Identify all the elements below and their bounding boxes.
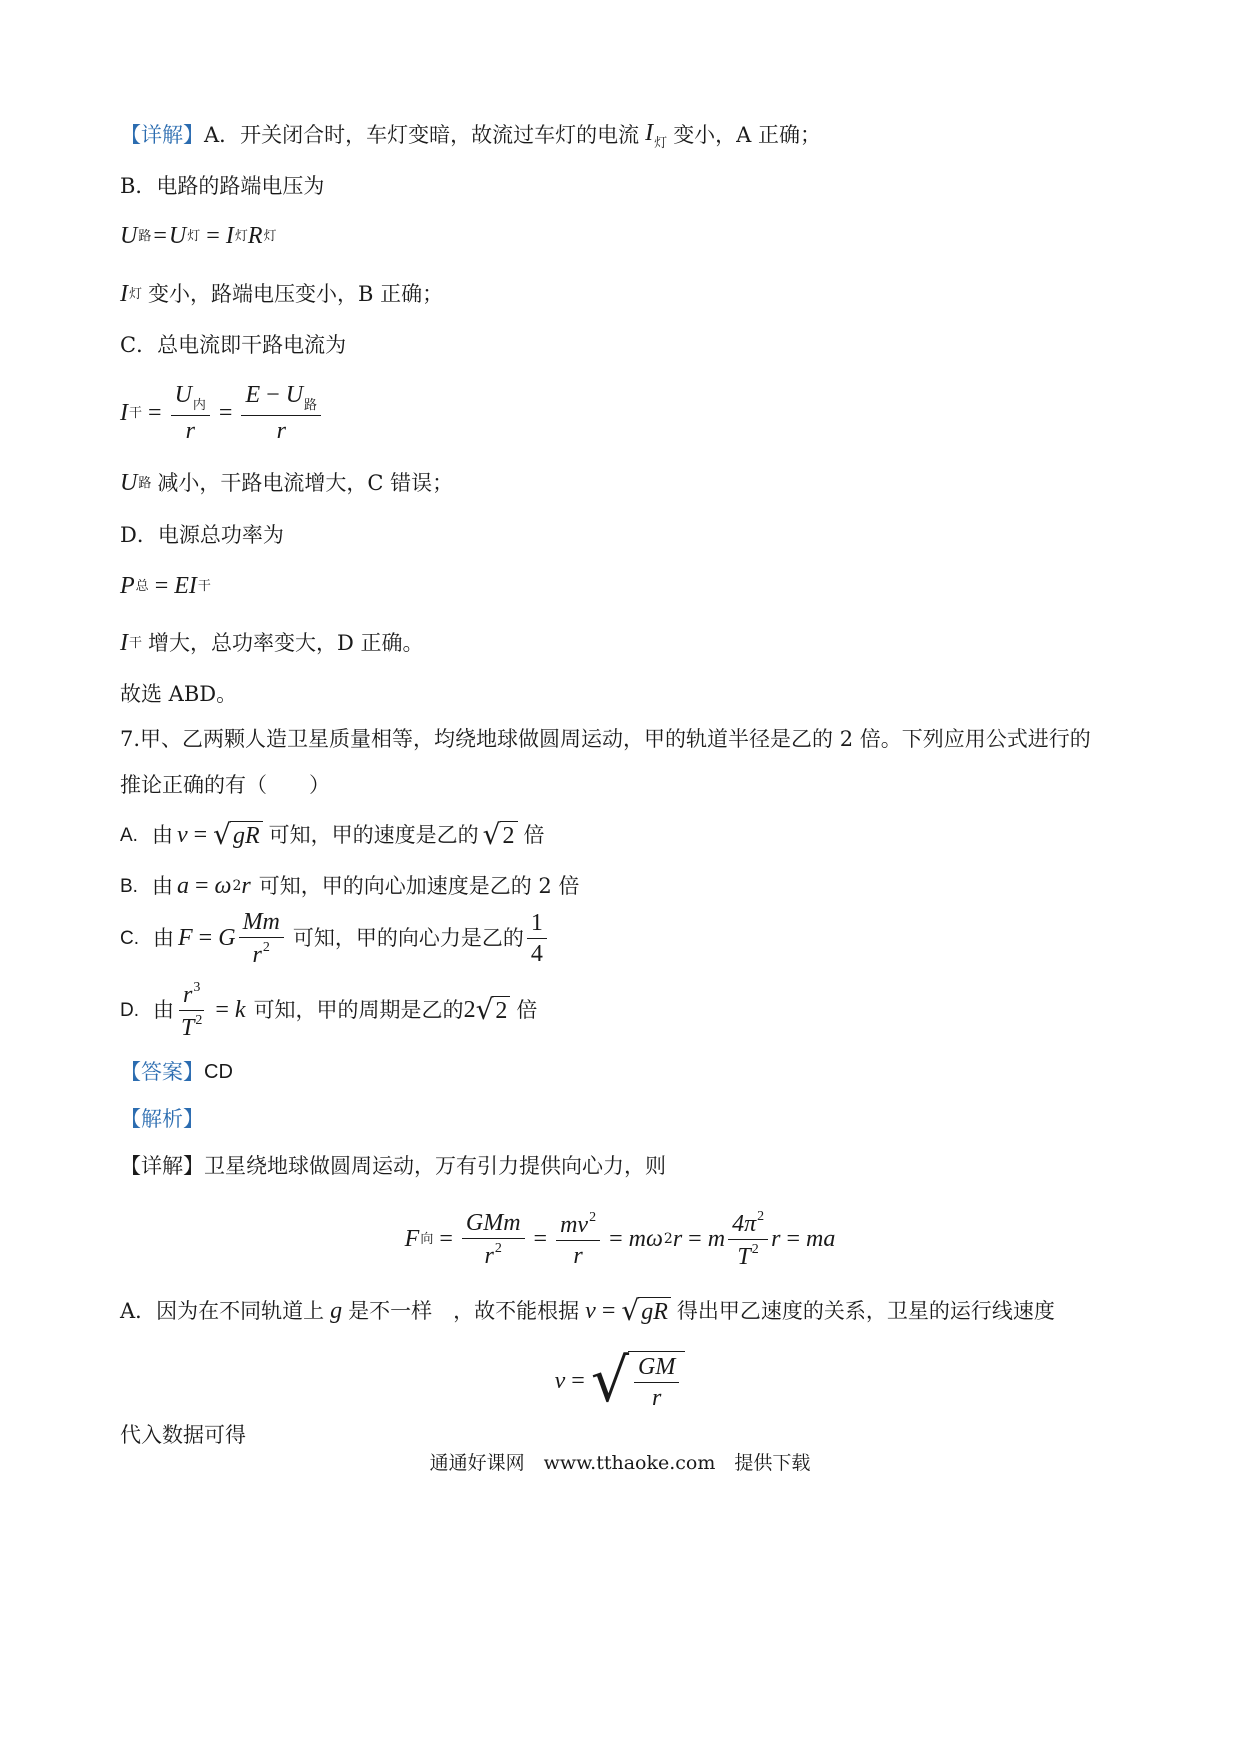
math-var: $I_灯$ [645,119,668,151]
option-A: A. 由 v = √ gR 可知，甲的速度是乙的 √ 2 倍 [120,818,545,851]
fraction: $\frac{4\pi^2}{T^2}$ [728,1210,768,1269]
text: A．开关闭合时，车灯变暗，故流过车灯的电流 [204,122,640,147]
detail1-C-after: U 路 减小，干路电流增大，C 错误； [120,470,454,496]
detail-label: 【详解】 [120,1153,204,1178]
question-7-line2: 推论正确的有（ ） [120,772,330,797]
conclusion: 故选 ABD。 [120,681,238,706]
option-C: C. 由 F = G $\frac{Mm}{r^2}$ 可知，甲的向心力是乙的 $\frac{1}{4}$ [120,904,550,972]
equation-B: U 路 = U 灯 = I 灯 R 灯 [120,223,277,249]
equation-D: P 总 = EI 干 [120,573,211,599]
text: 变小，A 正确； [673,122,822,147]
detail1-line-A [120,115,821,155]
answer-value: CD [204,1061,233,1083]
fraction: $\frac{E - U_路}{r}$ [241,383,321,443]
fraction: $\frac{r^3}{T^2}$ [181,979,203,1041]
text: 变小，路端电压变小，B 正确； [148,281,444,306]
text: 减小，干路电流增大，C 错误； [157,470,454,495]
equation-centripetal: F 向 = $\frac{\text{GMm}}{r^2}$ = $\frac{mv^2}{r}$ = mω 2 r = m $\frac{4\pi^2}{T^2}$ r = ma [404,1208,836,1270]
option-B: B. 由 a = ω 2 r 可知，甲的向心加速度是乙的 2 倍 [120,873,580,899]
answer-line [120,1052,233,1092]
equation-C: I 干 = $\frac{U_内}{r}$ = $\frac{E - U_路}{r}$ [120,378,324,448]
text: 增大，总功率变大，D 正确。 [148,630,424,655]
sqrt: √ 2 [476,996,511,1024]
text: D．电源总功率为 [120,522,284,547]
detail2-intro [120,1146,666,1186]
answer-label: 【答案】 [120,1059,204,1084]
analysis-label: 【解析】 [120,1106,204,1131]
sqrt: √ gR [621,1297,671,1325]
sqrt: √ gR [213,821,263,849]
question-7-line1: 7.甲、乙两颗人造卫星质量相等，均绕地球做圆周运动，甲的轨道半径是乙的 2 倍。下列应用公式进行的 [120,726,1091,751]
fraction: $\frac{1}{4}$ [527,911,547,966]
detail2-A: A．因为在不同轨道上 g 是不一样 ，故不能根据 v = √ gR 得出甲乙速度的关系，卫星的运行线速度 [120,1294,1055,1327]
detail1-C-head [120,325,346,365]
analysis-line [120,1099,204,1139]
fraction: $\frac{U_内}{r}$ [171,383,210,443]
equation-velocity: v = √ $\frac{GM}{r}$ [0,1343,1240,1419]
detail1-B-head [120,166,324,206]
fraction: $\frac{\text{GMm}}{r^2}$ [462,1211,525,1268]
footer: 通通好课网 www.tthaoke.com 提供下载 [429,1451,811,1474]
detail1-B-after: I 灯 变小，路端电压变小，B 正确； [120,281,444,307]
text: B．电路的路端电压为 [120,173,325,198]
text: C．总电流即干路电流为 [120,332,347,357]
detail1-D-head [120,515,284,555]
substitute-line: 代入数据可得 [120,1422,246,1447]
fraction: $\frac{mv^2}{r}$ [556,1211,600,1268]
detail-label: 【详解】 [120,122,204,147]
option-D: D. 由 $\frac{r^3}{T^2}$ = k 可知，甲的周期是乙的 2 √ 2 倍 [120,979,538,1041]
detail1-D-after: I 干 增大，总功率变大，D 正确。 [120,630,424,656]
text: 卫星绕地球做圆周运动，万有引力提供向心力，则 [204,1153,666,1178]
fraction: $\frac{Mm}{r^2}$ [239,910,284,967]
sqrt: √ $\frac{GM}{r}$ [591,1351,686,1411]
sqrt: √ 2 [483,821,518,849]
